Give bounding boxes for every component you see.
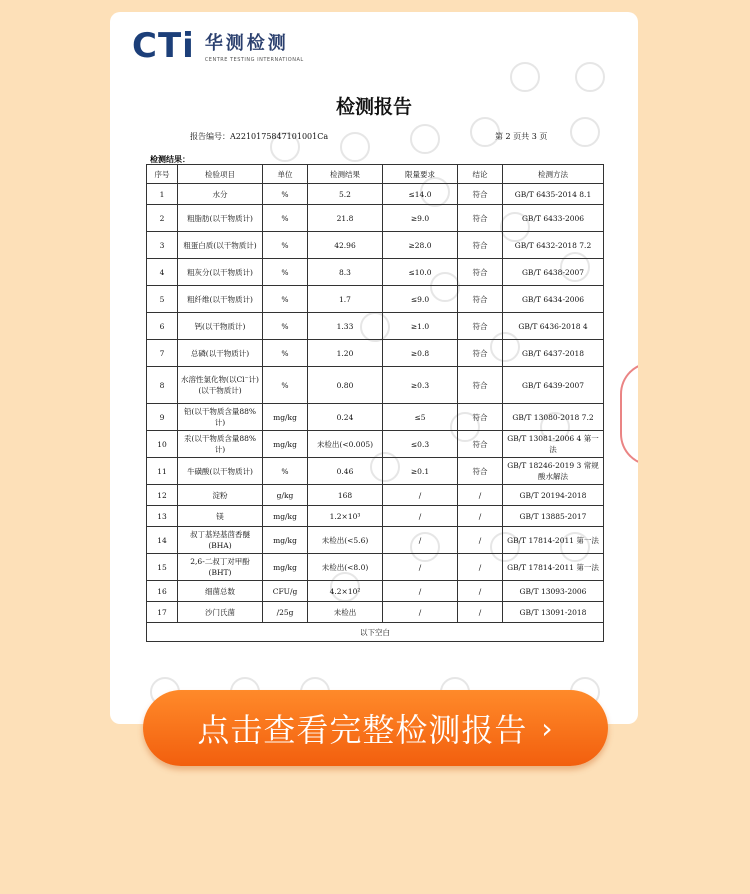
table-cell: 水溶性氯化物(以Cl⁻计)(以干物质计) — [178, 367, 263, 404]
table-cell: 42.96 — [308, 232, 383, 259]
table-cell: GB/T 6437-2018 — [503, 340, 604, 367]
table-cell: GB/T 13080-2018 7.2 — [503, 404, 604, 431]
table-cell: GB/T 13885-2017 — [503, 506, 604, 527]
table-cell: ≤9.0 — [383, 286, 458, 313]
table-cell: % — [263, 458, 308, 485]
table-row — [147, 313, 604, 340]
table-cell: 符合 — [458, 404, 503, 431]
table-cell: % — [263, 184, 308, 205]
table-cell: 0.80 — [308, 367, 383, 404]
table-cell: 16 — [147, 581, 178, 602]
table-cell: 符合 — [458, 232, 503, 259]
table-cell: % — [263, 313, 308, 340]
table-row — [147, 404, 604, 431]
table-row — [147, 581, 604, 602]
header-cell: 检验项目 — [178, 165, 263, 184]
chevron-right-icon: › — [541, 711, 554, 745]
table-cell: GB/T 6432-2018 7.2 — [503, 232, 604, 259]
table-cell: 符合 — [458, 259, 503, 286]
report-page: 第 2 页共 3 页 — [495, 132, 548, 141]
table-cell: 0.46 — [308, 458, 383, 485]
table-cell: 未检出(<0.005) — [308, 431, 383, 458]
table-cell: 符合 — [458, 313, 503, 340]
table-cell: GB/T 13093-2006 — [503, 581, 604, 602]
table-cell: 1.33 — [308, 313, 383, 340]
table-row — [147, 205, 604, 232]
table-cell: 5 — [147, 286, 178, 313]
logo-en-name: CENTRE TESTING INTERNATIONAL — [204, 57, 304, 63]
table-cell: 粗纤维(以干物质计) — [178, 286, 263, 313]
table-row — [147, 367, 604, 404]
table-cell: 168 — [308, 485, 383, 506]
table-cell: GB/T 6439-2007 — [503, 367, 604, 404]
table-cell: g/kg — [263, 485, 308, 506]
watermark-mark — [410, 124, 440, 154]
table-cell: 3 — [147, 232, 178, 259]
table-row — [147, 554, 604, 581]
table-cell: ≥28.0 — [383, 232, 458, 259]
table-cell: mg/kg — [263, 554, 308, 581]
table-cell: 未检出 — [308, 602, 383, 623]
table-row — [147, 602, 604, 623]
table-cell: / — [458, 506, 503, 527]
table-cell: 粗蛋白质(以干物质计) — [178, 232, 263, 259]
table-cell: % — [263, 232, 308, 259]
table-cell: GB/T 20194-2018 — [503, 485, 604, 506]
logo-mark: CTi — [132, 26, 195, 66]
table-row — [147, 184, 604, 205]
table-cell: 镁 — [178, 506, 263, 527]
table-cell: / — [383, 485, 458, 506]
table-cell: 沙门氏菌 — [178, 602, 263, 623]
header-cell: 单位 — [263, 165, 308, 184]
table-cell: mg/kg — [263, 506, 308, 527]
table-row — [147, 458, 604, 485]
table-cell: 淀粉 — [178, 485, 263, 506]
table-cell: 符合 — [458, 458, 503, 485]
header-cell: 检测结果 — [308, 165, 383, 184]
table-cell: 4 — [147, 259, 178, 286]
table-cell: 6 — [147, 313, 178, 340]
table-cell: 牛磺酸(以干物质计) — [178, 458, 263, 485]
table-cell: GB/T 18246-2019 3 常规酸水解法 — [503, 458, 604, 485]
table-cell: ≤0.3 — [383, 431, 458, 458]
watermark-mark — [570, 117, 600, 147]
table-cell: GB/T 13081-2006 4 第一法 — [503, 431, 604, 458]
table-cell: ≤14.0 — [383, 184, 458, 205]
table-cell: 未检出(<8.0) — [308, 554, 383, 581]
table-cell: / — [458, 554, 503, 581]
results-table — [146, 164, 604, 642]
table-cell: mg/kg — [263, 527, 308, 554]
table-cell: ≤10.0 — [383, 259, 458, 286]
footer-note: 以下空白 — [147, 623, 604, 642]
header-cell: 限量要求 — [383, 165, 458, 184]
table-cell: 总磷(以干物质计) — [178, 340, 263, 367]
table-cell: 符合 — [458, 184, 503, 205]
table-cell: 1.2×10³ — [308, 506, 383, 527]
table-cell: / — [383, 554, 458, 581]
table-cell: 2,6-二叔丁对甲酚(BHT) — [178, 554, 263, 581]
table-cell: 符合 — [458, 431, 503, 458]
table-cell: 1.20 — [308, 340, 383, 367]
table-cell: 15 — [147, 554, 178, 581]
table-row — [147, 431, 604, 458]
table-cell: 21.8 — [308, 205, 383, 232]
table-footer-row — [147, 623, 604, 642]
table-cell: mg/kg — [263, 431, 308, 458]
header-cell: 检测方法 — [503, 165, 604, 184]
table-cell: 符合 — [458, 367, 503, 404]
table-cell: 12 — [147, 485, 178, 506]
table-cell: % — [263, 367, 308, 404]
table-cell: 叔丁基羟基茴香醚(BHA) — [178, 527, 263, 554]
table-cell: 5.2 — [308, 184, 383, 205]
table-row — [147, 259, 604, 286]
table-cell: GB/T 6433-2006 — [503, 205, 604, 232]
table-cell: 8.3 — [308, 259, 383, 286]
table-cell: 17 — [147, 602, 178, 623]
table-cell: / — [383, 506, 458, 527]
cti-logo — [132, 26, 304, 66]
table-cell: CFU/g — [263, 581, 308, 602]
table-cell: 符合 — [458, 340, 503, 367]
table-cell: GB/T 6436-2018 4 — [503, 313, 604, 340]
table-row — [147, 527, 604, 554]
table-row — [147, 485, 604, 506]
table-cell: GB/T 6435-2014 8.1 — [503, 184, 604, 205]
table-cell: 4.2×10² — [308, 581, 383, 602]
table-cell: 1.7 — [308, 286, 383, 313]
table-cell: 汞(以干物质含量88%计) — [178, 431, 263, 458]
table-cell: ≥0.3 — [383, 367, 458, 404]
watermark-mark — [575, 62, 605, 92]
table-cell: 水分 — [178, 184, 263, 205]
table-cell: mg/kg — [263, 404, 308, 431]
table-cell: /25g — [263, 602, 308, 623]
table-cell: GB/T 6434-2006 — [503, 286, 604, 313]
table-cell: ≥9.0 — [383, 205, 458, 232]
table-header-row — [147, 165, 604, 184]
table-cell: % — [263, 205, 308, 232]
watermark-mark — [340, 132, 370, 162]
table-cell: 9 — [147, 404, 178, 431]
table-cell: % — [263, 259, 308, 286]
table-cell: / — [458, 485, 503, 506]
table-cell: 0.24 — [308, 404, 383, 431]
header-cell: 序号 — [147, 165, 178, 184]
table-cell: GB/T 17814-2011 第一法 — [503, 527, 604, 554]
table-cell: 14 — [147, 527, 178, 554]
table-cell: / — [458, 602, 503, 623]
logo-cn-name: 华测检测 — [204, 33, 289, 54]
table-cell: 11 — [147, 458, 178, 485]
report-number: 报告编号：A2210175847101001Ca — [190, 132, 329, 141]
table-cell: 未检出(<5.6) — [308, 527, 383, 554]
table-row — [147, 506, 604, 527]
table-cell: ≤5 — [383, 404, 458, 431]
table-cell: ≥0.8 — [383, 340, 458, 367]
table-cell: 粗脂肪(以干物质计) — [178, 205, 263, 232]
table-cell: GB/T 17814-2011 第一法 — [503, 554, 604, 581]
table-cell: GB/T 13091-2018 — [503, 602, 604, 623]
table-cell: / — [383, 581, 458, 602]
results-label: 检测结果： — [150, 154, 190, 164]
cta-label: 点击查看完整检测报告 — [197, 711, 528, 749]
table-cell: 符合 — [458, 286, 503, 313]
table-cell: 钙(以干物质计) — [178, 313, 263, 340]
table-cell: 2 — [147, 205, 178, 232]
table-cell: 7 — [147, 340, 178, 367]
table-cell: / — [458, 527, 503, 554]
table-cell: 13 — [147, 506, 178, 527]
watermark-mark — [510, 62, 540, 92]
table-cell: ≥1.0 — [383, 313, 458, 340]
table-cell: 1 — [147, 184, 178, 205]
table-cell: % — [263, 340, 308, 367]
table-cell: ≥0.1 — [383, 458, 458, 485]
table-cell: 符合 — [458, 205, 503, 232]
table-row — [147, 232, 604, 259]
report-card — [110, 12, 638, 724]
table-cell: 10 — [147, 431, 178, 458]
table-cell: 粗灰分(以干物质计) — [178, 259, 263, 286]
table-row — [147, 286, 604, 313]
table-cell: / — [383, 527, 458, 554]
view-full-report-button[interactable] — [143, 690, 608, 766]
header-cell: 结论 — [458, 165, 503, 184]
table-cell: % — [263, 286, 308, 313]
table-cell: GB/T 6438-2007 — [503, 259, 604, 286]
table-cell: 8 — [147, 367, 178, 404]
red-seal-stamp — [620, 362, 638, 466]
table-cell: 铅(以干物质含量88%计) — [178, 404, 263, 431]
report-title: 检测报告 — [335, 96, 412, 118]
table-row — [147, 340, 604, 367]
table-cell: / — [458, 581, 503, 602]
table-cell: / — [383, 602, 458, 623]
table-cell: 细菌总数 — [178, 581, 263, 602]
